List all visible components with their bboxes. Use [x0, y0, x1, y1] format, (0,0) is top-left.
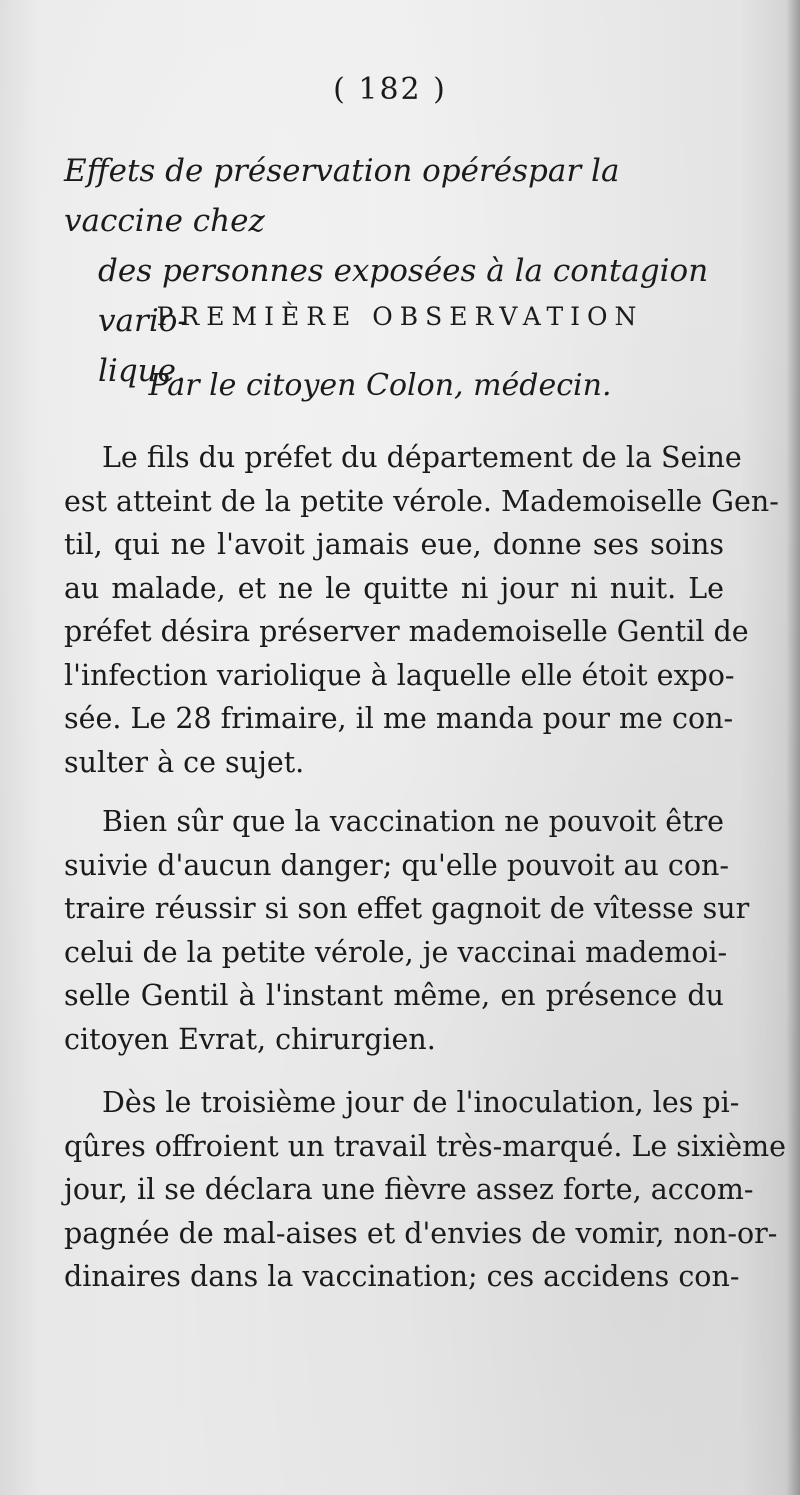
text-line: l'infection variolique à laquelle elle étoit expo-: [64, 658, 735, 692]
text-line: dinaires dans la vaccination; ces accidens con-: [64, 1260, 740, 1293]
paragraph-1: [64, 436, 779, 784]
text-line: Bien sûr que la vaccination ne pouvoit être: [102, 805, 725, 838]
text-line: Dès le troisième jour de l'inoculation, les pi-: [102, 1086, 740, 1119]
text-line: til, qui ne l'avoit jamais eue, donne ses soins: [64, 528, 724, 561]
text-line: citoyen Evrat, chirurgien.: [64, 1022, 436, 1056]
text-line: est atteint de la petite vérole. Mademoiselle Gen-: [64, 484, 779, 518]
text-line: sée. Le 28 frimaire, il me manda pour me con-: [64, 702, 734, 735]
text-line: au malade, et ne le quitte ni jour ni nuit. Le: [64, 571, 724, 605]
paragraph-3: [64, 1081, 786, 1299]
page-number: ( 182 ): [333, 72, 447, 107]
section-heading: [64, 146, 736, 396]
page-edge-shadow: [786, 0, 800, 1495]
text-line: celui de la petite vérole, je vaccinai mademoi-: [64, 935, 728, 969]
text-line: qûres offroient un travail très-marqué. Le sixième: [64, 1129, 786, 1163]
text-line: sulter à ce sujet.: [64, 745, 305, 779]
text-line: traire réussir si son effet gagnoit de vîtesse sur: [64, 892, 750, 925]
observation-title: PREMIÈRE OBSERVATION: [156, 302, 644, 331]
heading-line: lique.: [98, 353, 186, 389]
text-line: suivie d'aucun danger; qu'elle pouvoit au con-: [64, 848, 729, 882]
text-line: selle Gentil à l'instant même, en présence du: [64, 979, 724, 1012]
heading-line: Effets de préservation opéréspar la vaccine chez: [64, 153, 620, 239]
text-line: jour, il se déclara une fièvre assez forte, accom-: [64, 1173, 754, 1206]
heading-line: des personnes exposées à la contagion vario-: [98, 253, 709, 339]
text-line: Le fils du préfet du département de la Seine: [102, 441, 742, 474]
paragraph-2: [64, 800, 750, 1061]
author-byline: Par le citoyen Colon, médecin.: [148, 368, 612, 403]
text-line: préfet désira préserver mademoiselle Gentil de: [64, 615, 749, 648]
text-line: pagnée de mal-aises et d'envies de vomir, non-or-: [64, 1216, 778, 1250]
